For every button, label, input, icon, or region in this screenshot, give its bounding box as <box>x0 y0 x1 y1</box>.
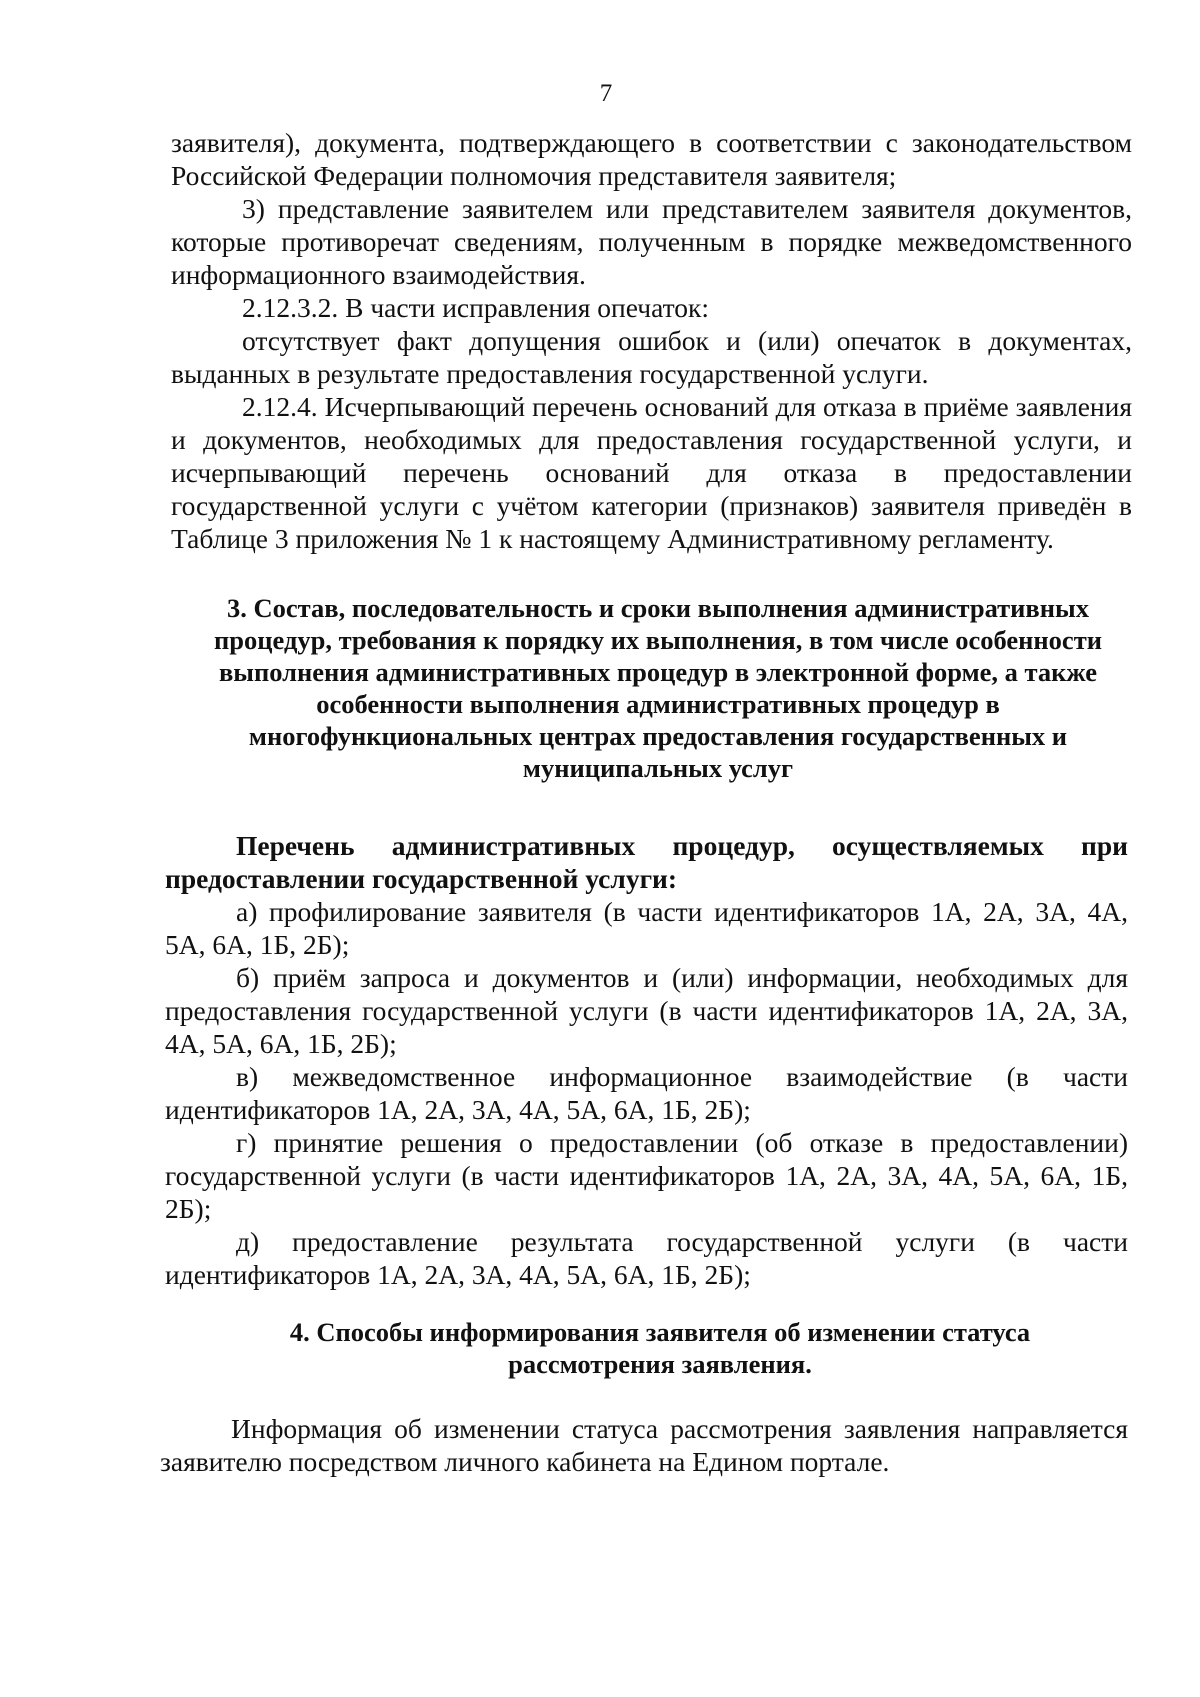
list-item: в) межведомственное информационное взаимодействие (в части идентификаторов 1А, 2А, 3А, 4А, 5А, 6А, 1Б, 2Б); <box>165 1061 1128 1125</box>
paragraph-continuation: заявителя), документа, подтверждающего в соответствии с законодательством Российской Федерации полномочия представителя заявителя; <box>171 127 1132 191</box>
list-item: д) предоставление результата государственной услуги (в части идентификаторов 1А, 2А, 3А, 4А, 5А, 6А, 1Б, 2Б); <box>165 1226 1128 1290</box>
section-4-text <box>160 1412 1128 1478</box>
page-number: 7 <box>599 80 613 107</box>
section-4-heading-line2: рассмотрения заявления. <box>508 1349 812 1379</box>
section-3-list <box>165 829 1128 1291</box>
paragraph-status-info: Информация об изменении статуса рассмотрения заявления направляется заявителю посредством личного кабинета на Едином портале. <box>160 1413 1128 1477</box>
section-2-text <box>171 126 1132 555</box>
section-3-heading-text: 3. Состав, последовательность и сроки выполнения административных процедур, требования к порядку их выполнения, в том числе особенности выполнения административных процедур в электронной форме, а также особенности выполнения административных процедур в многофункциональных центрах предоставления государственных и муниципальных услуг <box>214 593 1102 783</box>
paragraph-2-12-3-2: 2.12.3.2. В части исправления опечаток: <box>242 292 710 323</box>
procedures-list-title: Перечень административных процедур, осуществляемых при предоставлении государственной услуги: <box>165 830 1128 894</box>
list-item: г) принятие решения о предоставлении (об отказе в предоставлении) государственной услуги (в части идентификаторов 1А, 2А, 3А, 4А, 5А, 6А, 1Б, 2Б); <box>165 1127 1128 1224</box>
paragraph-2-12-4: 2.12.4. Исчерпывающий перечень оснований для отказа в приёме заявления и документов, необходимых для предоставления государственной услуги, и исчерпывающий перечень оснований для отказа в предоставлении государственной услуги с учётом категории (признаков) заявителя приведён в Таблице 3 приложения № 1 к настоящему Административному регламенту. <box>171 391 1132 554</box>
paragraph-item-3: 3) представление заявителем или представителем заявителя документов, которые противоречат сведениям, полученным в порядке межведомственного информационного взаимодействия. <box>171 193 1132 290</box>
list-item: а) профилирование заявителя (в части идентификаторов 1А, 2А, 3А, 4А, 5А, 6А, 1Б, 2Б); <box>165 896 1128 960</box>
paragraph-typos: отсутствует факт допущения ошибок и (или) опечаток в документах, выданных в результате предоставления государственной услуги. <box>171 325 1132 389</box>
list-item: б) приём запроса и документов и (или) информации, необходимых для предоставления государственной услуги (в части идентификаторов 1А, 2А, 3А, 4А, 5А, 6А, 1Б, 2Б); <box>165 962 1128 1059</box>
section-4-heading-line1: 4. Способы информирования заявителя об изменении статуса <box>289 1317 1031 1347</box>
section-4-heading <box>210 1316 1110 1380</box>
section-3-heading <box>178 592 1138 784</box>
